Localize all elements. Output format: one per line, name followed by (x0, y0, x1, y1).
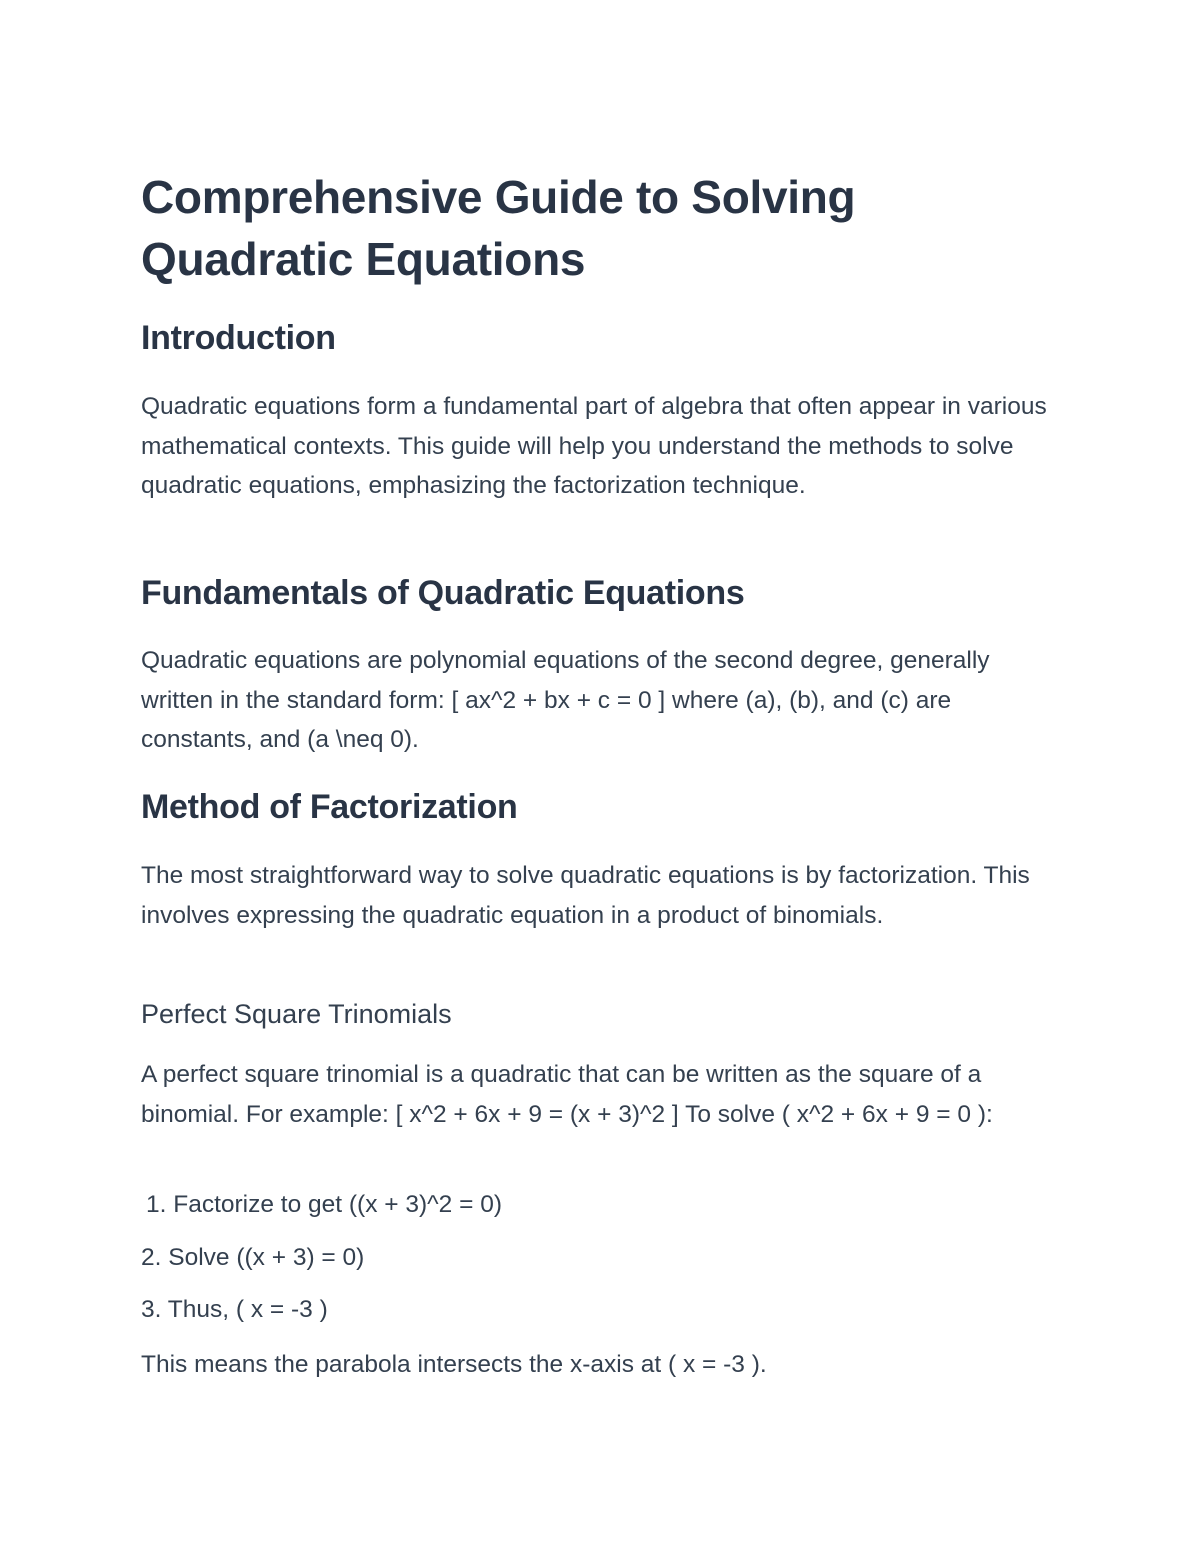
conclusion-paragraph: This means the parabola intersects the x-axis at ( x = -3 ). (141, 1351, 767, 1378)
document-title: Comprehensive Guide to Solving Quadratic Equations (141, 171, 856, 285)
list-item: 1. Factorize to get ((x + 3)^2 = 0) (146, 1191, 503, 1218)
fundamentals-paragraph: Quadratic equations are polynomial equations of the second degree, generally written in the standard form: [ ax^2 + bx + c = 0 ] where (a), (b), and (c) are constants, and (a \neq 0). (141, 647, 990, 753)
fundamentals-heading: Fundamentals of Quadratic Equations (141, 574, 745, 612)
list-item: 2. Solve ((x + 3) = 0) (141, 1244, 365, 1271)
perfect-square-paragraph: A perfect square trinomial is a quadratic that can be written as the square of a binomial. For example: [ x^2 + 6x + 9 = (x + 3)^2 ] To solve ( x^2 + 6x + 9 = 0 ): (141, 1061, 993, 1128)
factorization-paragraph: The most straightforward way to solve quadratic equations is by factorization. This involves expressing the quadratic equation in a product of binomials. (141, 862, 1030, 929)
list-item: 3. Thus, ( x = -3 ) (141, 1296, 328, 1323)
perfect-square-heading: Perfect Square Trinomials (141, 999, 452, 1029)
factorization-heading: Method of Factorization (141, 788, 518, 826)
introduction-paragraph: Quadratic equations form a fundamental part of algebra that often appear in various mathematical contexts. This guide will help you understand the methods to solve quadratic equations, emphasizing the factorization technique. (141, 393, 1047, 499)
introduction-heading: Introduction (141, 319, 336, 357)
